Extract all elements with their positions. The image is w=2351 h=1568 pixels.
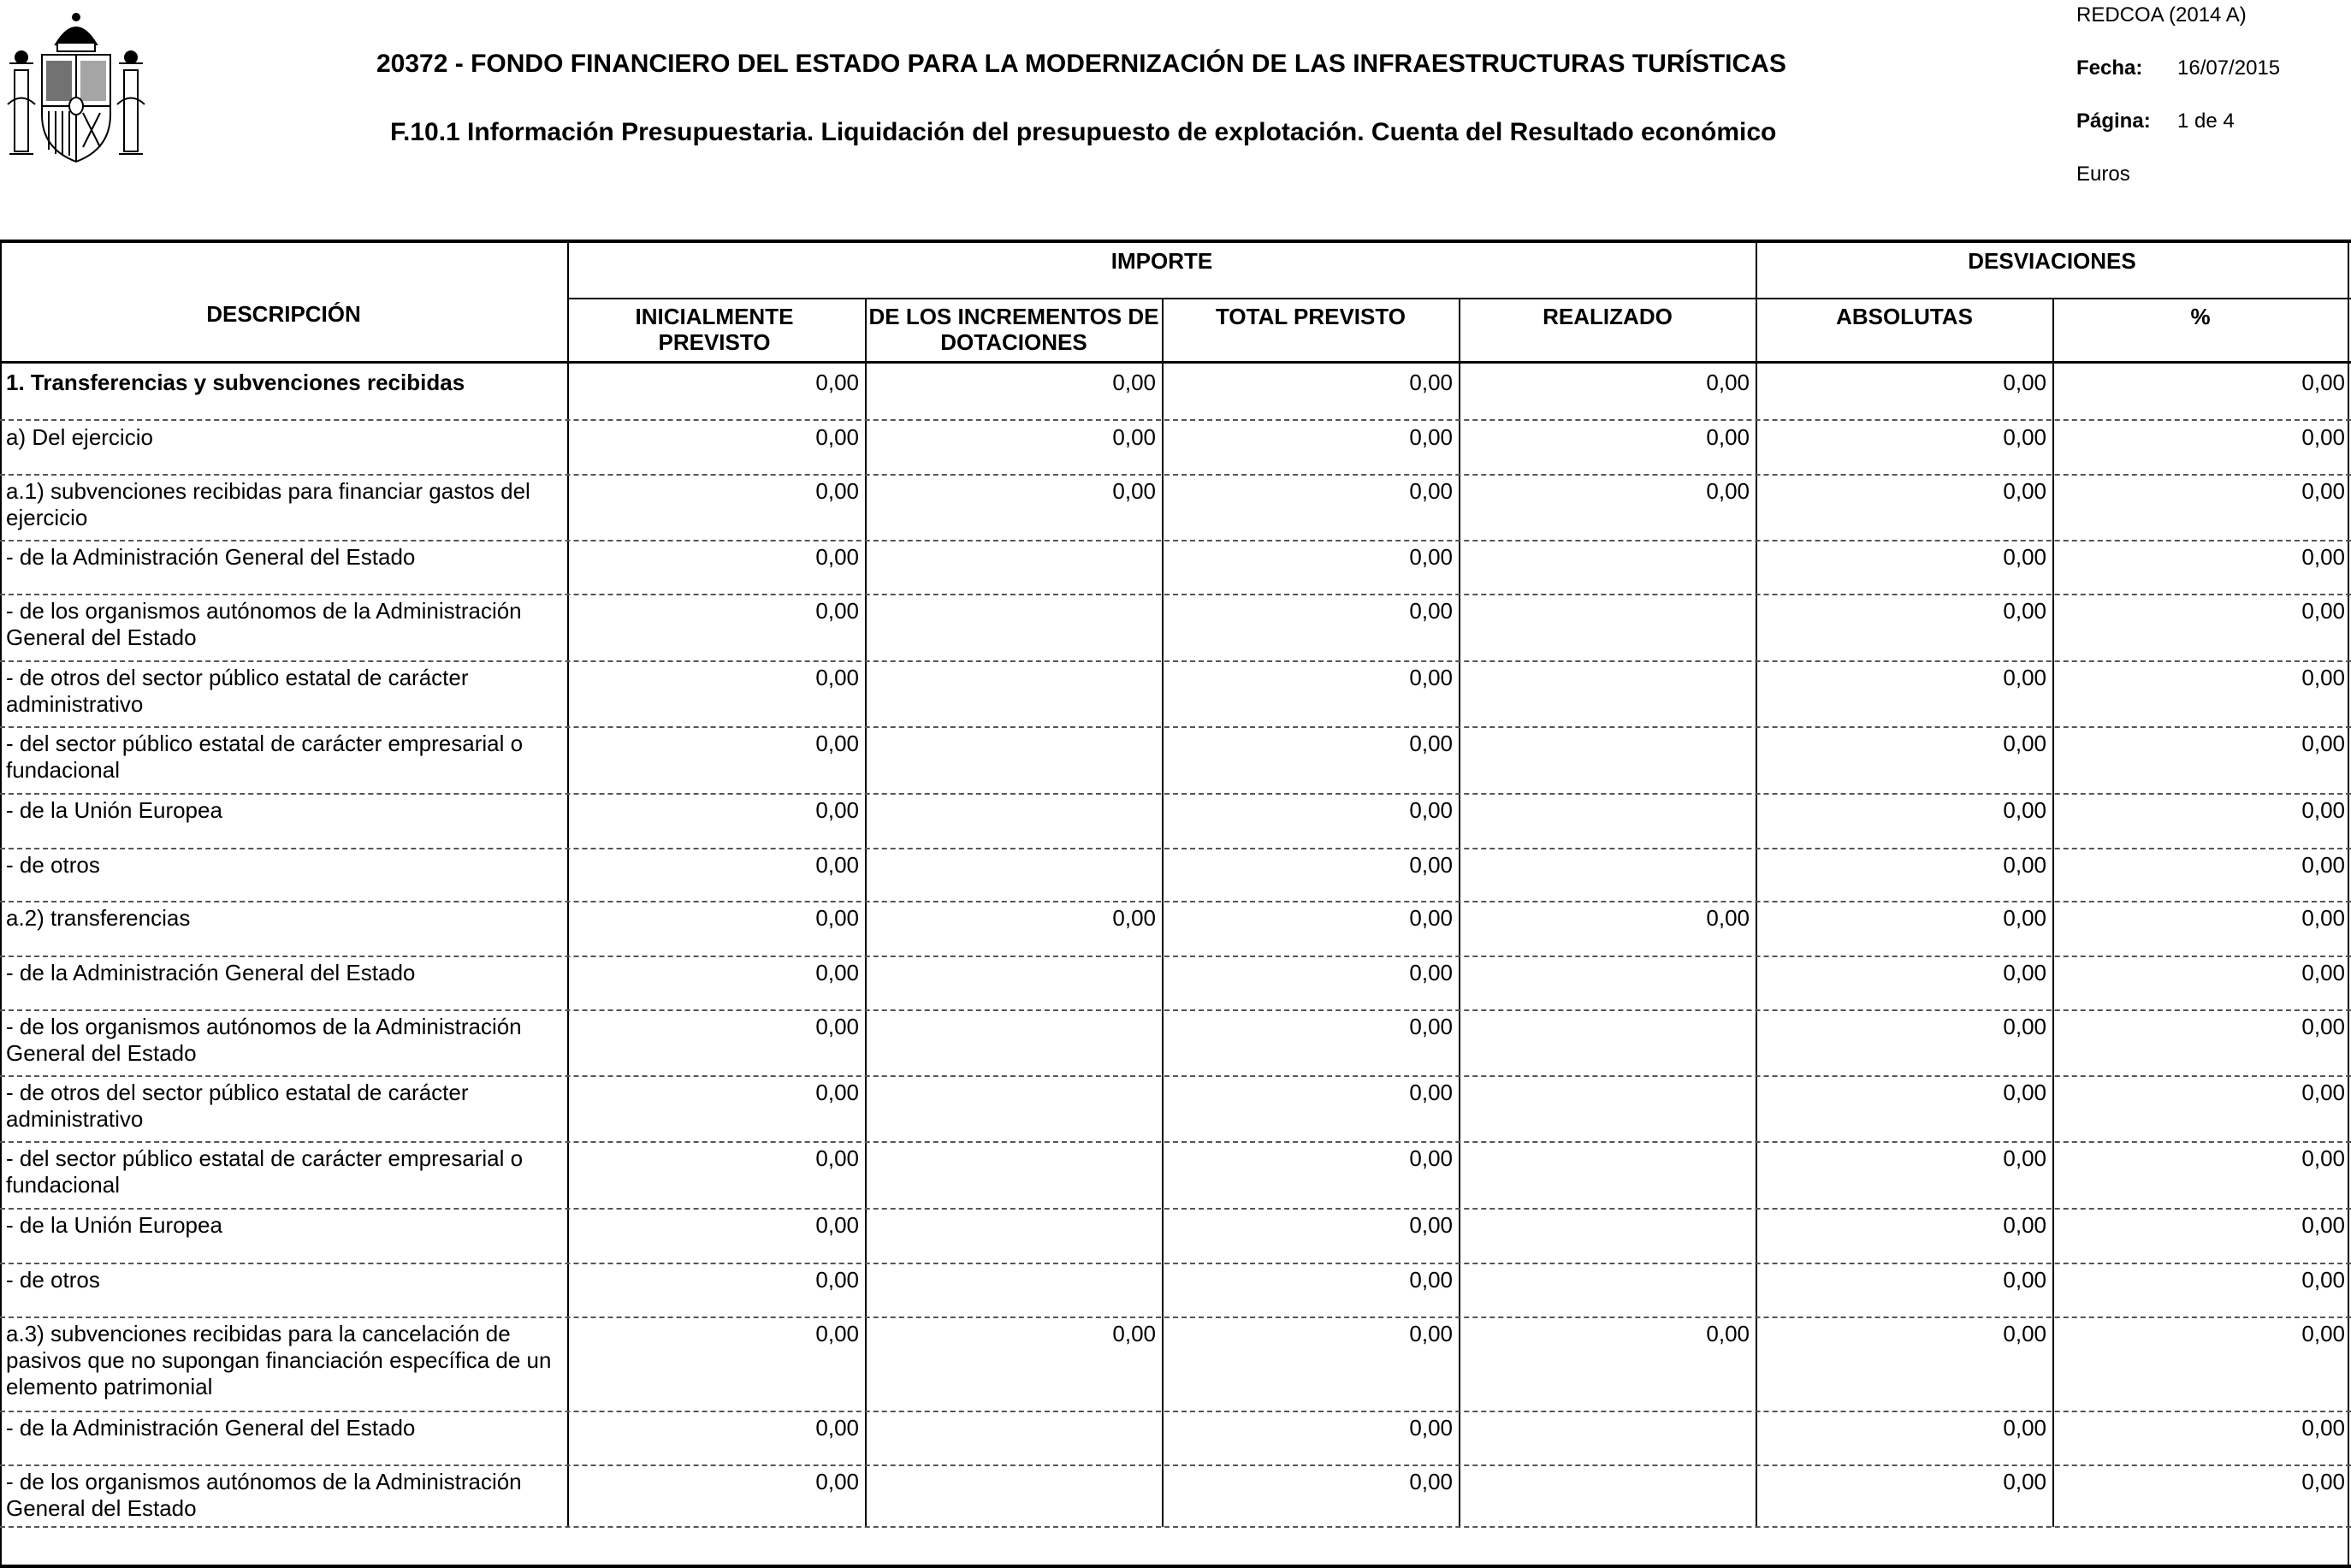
row-description: - de otros — [6, 852, 100, 878]
row-description: a.2) transferencias — [6, 905, 191, 931]
spanish-coat-of-arms-icon — [4, 10, 148, 169]
row-value: 0,00 — [815, 424, 859, 450]
row-value: 0,00 — [815, 1080, 859, 1105]
table-row — [0, 475, 2351, 541]
row-value: 0,00 — [2301, 905, 2345, 931]
table-row — [0, 956, 2351, 1010]
row-value: 0,00 — [815, 544, 859, 570]
row-value: 0,00 — [1409, 598, 1453, 624]
table-row — [0, 1142, 2351, 1209]
document-title: 20372 - FONDO FINANCIERO DEL ESTADO PARA LA MODERNIZACIÓN DE LAS INFRAESTRUCTURAS TURÍSTICAS — [376, 50, 1786, 78]
row-description: - de los organismos autónomos de la Administración General del Estado — [6, 1469, 522, 1521]
row-value: 0,00 — [1409, 960, 1453, 985]
row-value: 0,00 — [2003, 1014, 2046, 1039]
budget-table — [0, 240, 2351, 1568]
row-value: 0,00 — [1409, 1014, 1453, 1039]
row-value: 0,00 — [2301, 797, 2345, 823]
row-value: 0,00 — [2003, 1321, 2046, 1346]
header-realizado: REALIZADO — [1543, 304, 1673, 329]
row-value: 0,00 — [2301, 1321, 2345, 1346]
row-value: 0,00 — [2003, 544, 2046, 570]
table-row — [0, 1411, 2351, 1465]
header-desviaciones: DESVIACIONES — [1968, 248, 2136, 274]
table-row — [0, 421, 2351, 475]
row-value: 0,00 — [815, 1321, 859, 1346]
row-value: 0,00 — [2003, 852, 2046, 878]
row-description: - de otros del sector público estatal de carácter administrativo — [6, 1080, 469, 1132]
row-value: 0,00 — [2003, 478, 2046, 504]
row-description: a.3) subvenciones recibidas para la cancelación de pasivos que no supongan financiación específica de un elemento patrimonial — [6, 1321, 552, 1399]
table-row — [0, 727, 2351, 794]
row-value: 0,00 — [1112, 424, 1156, 450]
row-separator — [0, 1526, 2351, 1528]
row-value: 0,00 — [2003, 1469, 2046, 1494]
table-row — [0, 541, 2351, 595]
row-value: 0,00 — [815, 598, 859, 624]
row-value: 0,00 — [815, 960, 859, 985]
table-row — [0, 661, 2351, 727]
row-value: 0,00 — [2301, 478, 2345, 504]
pagina-value: 1 de 4 — [2177, 109, 2235, 133]
header-importe: IMPORTE — [1110, 248, 1213, 274]
row-description: - de la Administración General del Estado — [6, 960, 416, 985]
row-value: 0,00 — [815, 731, 859, 756]
row-value: 0,00 — [2003, 1145, 2046, 1171]
table-row — [0, 1010, 2351, 1076]
row-value: 0,00 — [2301, 1212, 2345, 1238]
row-value: 0,00 — [1706, 370, 1750, 395]
row-value: 0,00 — [815, 1469, 859, 1494]
row-value: 0,00 — [815, 1415, 859, 1441]
fecha-label: Fecha: — [2076, 56, 2143, 80]
row-value: 0,00 — [1409, 544, 1453, 570]
row-value: 0,00 — [2301, 1080, 2345, 1105]
row-value: 0,00 — [2003, 1212, 2046, 1238]
row-value: 0,00 — [2003, 1267, 2046, 1293]
row-value: 0,00 — [815, 1267, 859, 1293]
header-porcentaje: % — [2190, 304, 2211, 329]
table-row — [0, 1209, 2351, 1263]
row-value: 0,00 — [1409, 1415, 1453, 1441]
row-description: - de la Unión Europea — [6, 1212, 222, 1238]
row-value: 0,00 — [2301, 1014, 2345, 1039]
row-value: 0,00 — [815, 370, 859, 395]
row-value: 0,00 — [815, 852, 859, 878]
row-value: 0,00 — [1409, 370, 1453, 395]
row-value: 0,00 — [1112, 370, 1156, 395]
row-value: 0,00 — [1409, 1080, 1453, 1105]
row-value: 0,00 — [1409, 1145, 1453, 1171]
row-value: 0,00 — [2003, 905, 2046, 931]
row-value: 0,00 — [2301, 1415, 2345, 1441]
row-description: - de otros — [6, 1267, 100, 1293]
row-value: 0,00 — [1706, 478, 1750, 504]
table-row — [0, 849, 2351, 902]
row-value: 0,00 — [815, 665, 859, 690]
row-value: 0,00 — [2301, 544, 2345, 570]
row-description: - de la Administración General del Estado — [6, 544, 416, 570]
row-value: 0,00 — [2003, 370, 2046, 395]
row-value: 0,00 — [1112, 905, 1156, 931]
row-value: 0,00 — [1409, 1321, 1453, 1346]
row-value: 0,00 — [1409, 665, 1453, 690]
row-value: 0,00 — [2003, 665, 2046, 690]
row-value: 0,00 — [815, 478, 859, 504]
row-value: 0,00 — [1409, 905, 1453, 931]
row-value: 0,00 — [2003, 424, 2046, 450]
row-value: 0,00 — [1706, 905, 1750, 931]
row-description: a) Del ejercicio — [6, 424, 153, 450]
table-row — [0, 794, 2351, 849]
row-description: - del sector público estatal de carácter empresarial o fundacional — [6, 731, 524, 783]
report-code: REDCOA (2014 A) — [2076, 3, 2247, 27]
row-value: 0,00 — [815, 1145, 859, 1171]
table-row — [0, 366, 2351, 420]
table-row — [0, 902, 2351, 956]
row-value: 0,00 — [2301, 731, 2345, 756]
table-row — [0, 595, 2351, 661]
row-description: - de la Administración General del Estado — [6, 1415, 416, 1441]
row-value: 0,00 — [2301, 1469, 2345, 1494]
row-description: - de otros del sector público estatal de carácter administrativo — [6, 665, 469, 717]
row-value: 0,00 — [815, 1212, 859, 1238]
row-value: 0,00 — [815, 905, 859, 931]
table-row — [0, 1317, 2351, 1411]
units-label: Euros — [2076, 163, 2130, 186]
row-value: 0,00 — [1409, 424, 1453, 450]
row-value: 0,00 — [2301, 424, 2345, 450]
row-value: 0,00 — [2003, 731, 2046, 756]
row-value: 0,00 — [2003, 797, 2046, 823]
row-value: 0,00 — [815, 1014, 859, 1039]
row-value: 0,00 — [2301, 370, 2345, 395]
row-value: 0,00 — [1409, 1267, 1453, 1293]
header-inicialmente-previsto: INICIALMENTE PREVISTO — [635, 304, 794, 355]
row-value: 0,00 — [1409, 1212, 1453, 1238]
row-value: 0,00 — [2003, 598, 2046, 624]
row-value: 0,00 — [2301, 665, 2345, 690]
row-value: 0,00 — [1409, 797, 1453, 823]
header-total-previsto: TOTAL PREVISTO — [1215, 304, 1406, 329]
header-descripcion: DESCRIPCIÓN — [206, 301, 361, 327]
row-value: 0,00 — [2003, 960, 2046, 985]
table-row — [0, 1263, 2351, 1317]
row-value: 0,00 — [2003, 1080, 2046, 1105]
row-value: 0,00 — [2301, 1267, 2345, 1293]
row-value: 0,00 — [1409, 1469, 1453, 1494]
row-value: 0,00 — [2301, 598, 2345, 624]
row-value: 0,00 — [1112, 1321, 1156, 1346]
row-description: - de la Unión Europea — [6, 797, 222, 823]
row-value: 0,00 — [2301, 852, 2345, 878]
row-value: 0,00 — [815, 797, 859, 823]
fecha-value: 16/07/2015 — [2177, 56, 2281, 80]
row-value: 0,00 — [1409, 852, 1453, 878]
row-value: 0,00 — [1409, 478, 1453, 504]
table-row — [0, 1076, 2351, 1142]
row-description: - de los organismos autónomos de la Administración General del Estado — [6, 598, 522, 650]
table-row — [0, 1465, 2351, 1527]
row-value: 0,00 — [2301, 960, 2345, 985]
row-value: 0,00 — [2301, 1145, 2345, 1171]
header-incrementos: DE LOS INCREMENTOS DE DOTACIONES — [868, 304, 1159, 355]
row-description: - de los organismos autónomos de la Administración General del Estado — [6, 1014, 522, 1066]
row-description: 1. Transferencias y subvenciones recibidas — [6, 370, 465, 395]
row-value: 0,00 — [1112, 478, 1156, 504]
row-value: 0,00 — [1409, 731, 1453, 756]
row-value: 0,00 — [1706, 424, 1750, 450]
header-absolutas: ABSOLUTAS — [1836, 304, 1973, 329]
row-value: 0,00 — [2003, 1415, 2046, 1441]
pagina-label: Página: — [2076, 109, 2151, 133]
row-description: a.1) subvenciones recibidas para financiar gastos del ejercicio — [6, 478, 530, 530]
row-description: - del sector público estatal de carácter empresarial o fundacional — [6, 1145, 524, 1198]
row-value: 0,00 — [1706, 1321, 1750, 1346]
document-subtitle: F.10.1 Información Presupuestaria. Liquidación del presupuesto de explotación. Cuenta del Resultado económico — [390, 118, 1777, 146]
